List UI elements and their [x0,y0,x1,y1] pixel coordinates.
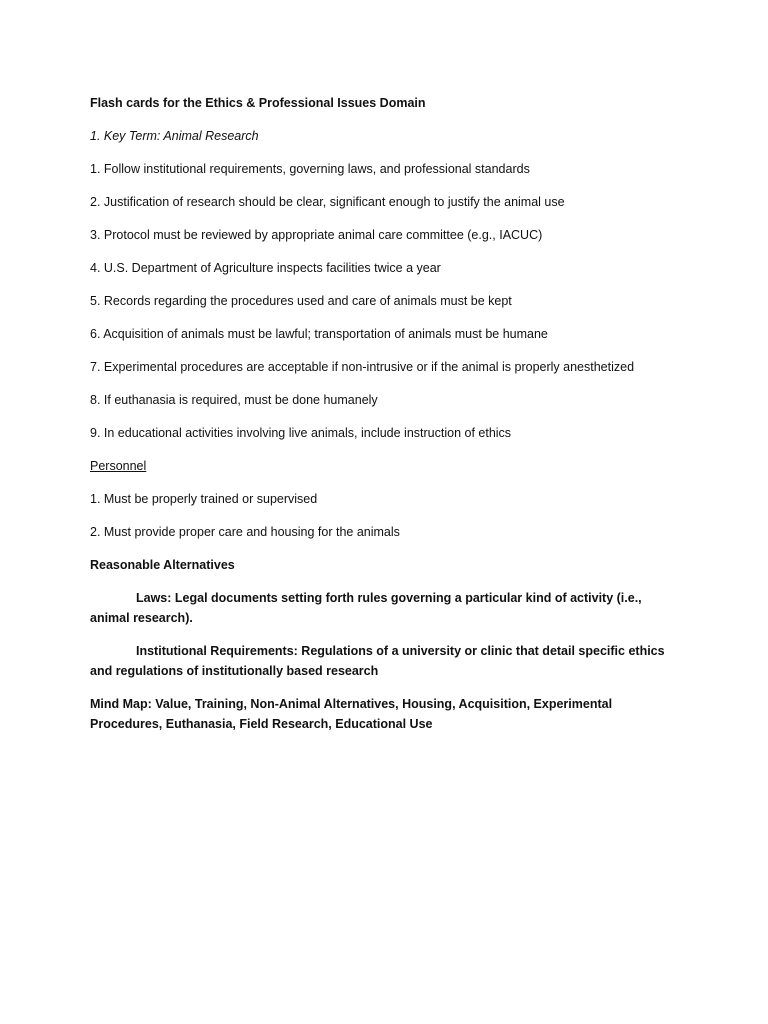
list-item: 5. Records regarding the procedures used and care of animals must be kept [90,294,512,308]
list-item: 9. In educational activities involving live animals, include instruction of ethics [90,426,512,440]
mind-map: Mind Map: Value, Training, Non-Animal Alternatives, Housing, Acquisition, Experimental Procedures, Euthanasia, Field Research, Educational Use [90,697,613,731]
institutional-requirements-definition: Institutional Requirements: Regulations of a university or clinic that detail specific ethics and regulations of institutionally based research [90,644,665,678]
document-title: Flash cards for the Ethics & Professional Issues Domain [90,96,426,110]
list-item: 1. Must be properly trained or supervised [90,492,318,506]
list-item: 4. U.S. Department of Agriculture inspects facilities twice a year [90,261,441,275]
document-page [90,93,682,747]
list-item: 7. Experimental procedures are acceptable if non-intrusive or if the animal is properly anesthetized [90,360,635,374]
list-item: 1. Follow institutional requirements, governing laws, and professional standards [90,162,530,176]
alternatives-heading: Reasonable Alternatives [90,558,235,572]
list-item: 2. Must provide proper care and housing for the animals [90,525,400,539]
key-term-heading: 1. Key Term: Animal Research [90,129,259,143]
list-item: 8. If euthanasia is required, must be done humanely [90,393,378,407]
list-item: 6. Acquisition of animals must be lawful; transportation of animals must be humane [90,327,548,341]
list-item: 3. Protocol must be reviewed by appropriate animal care committee (e.g., IACUC) [90,228,543,242]
personnel-heading: Personnel [90,459,147,473]
laws-definition: Laws: Legal documents setting forth rules governing a particular kind of activity (i.e., animal research). [90,591,642,625]
list-item: 2. Justification of research should be clear, significant enough to justify the animal use [90,195,565,209]
